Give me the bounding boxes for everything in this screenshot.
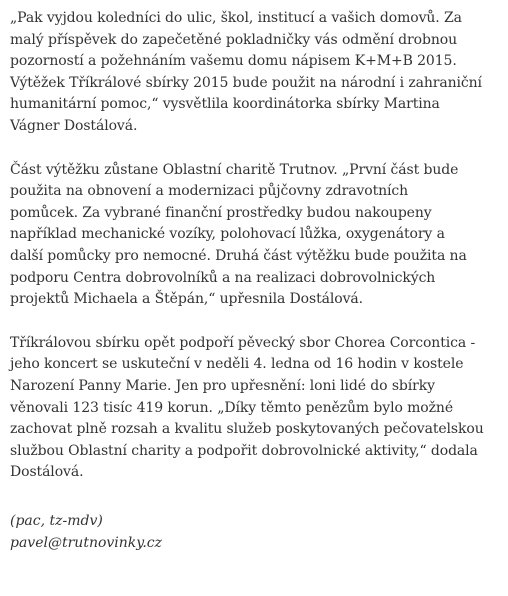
article-paragraph-1: „Pak vyjdou koledníci do ulic, škol, institucí a vašich domovů. Za malý příspěvek do zapečetěné pokladničky vás odmění drobnou pozorností a požehnáním vašemu domu nápisem K+M+B 2015. Výtěžek Tříkrálové sbírky 2015 bude použit na národní i zahraniční humanitární pomoc,“ vysvětlila koordinátorka sbírky Martina Vágner Dostálová. bbox=[10, 10, 482, 134]
article-signature bbox=[10, 510, 500, 554]
article-paragraph-3: Tříkrálovou sbírku opět podpoří pěvecký sbor Chorea Corcontica - jeho koncert se uskuteční v neděli 4. ledna od 16 hodin v kostele Narození Panny Marie. Jen pro upřesnění: loni lidé do sbírky věnovali 123 tisíc 419 korun. „Díky těmto penězům bylo možné zachovat plně rozsah a kvalitu služeb poskytovaných pečovatelskou službou Oblastní charity a podpořit dobrovolnické aktivity,“ dodala Dostálová. bbox=[10, 334, 484, 481]
article-paragraph-2: Část výtěžku zůstane Oblastní charitě Trutnov. „První část bude použita na obnovení a modernizaci půjčovny zdravotních pomůcek. Za vybrané finanční prostředky budou nakoupeny například mechanické vozíky, polohovací lůžka, oxygenátory a další pomůcky pro nemocné. Druhá část výtěžku bude použita na podporu Centra dobrovolníků a na realizaci dobrovolnických projektů Michaela a Štěpán,“ upřesnila Dostálová. bbox=[10, 161, 467, 308]
author-email: pavel@trutnovinky.cz bbox=[10, 534, 162, 551]
author-credits: (pac, tz-mdv) bbox=[10, 512, 103, 529]
